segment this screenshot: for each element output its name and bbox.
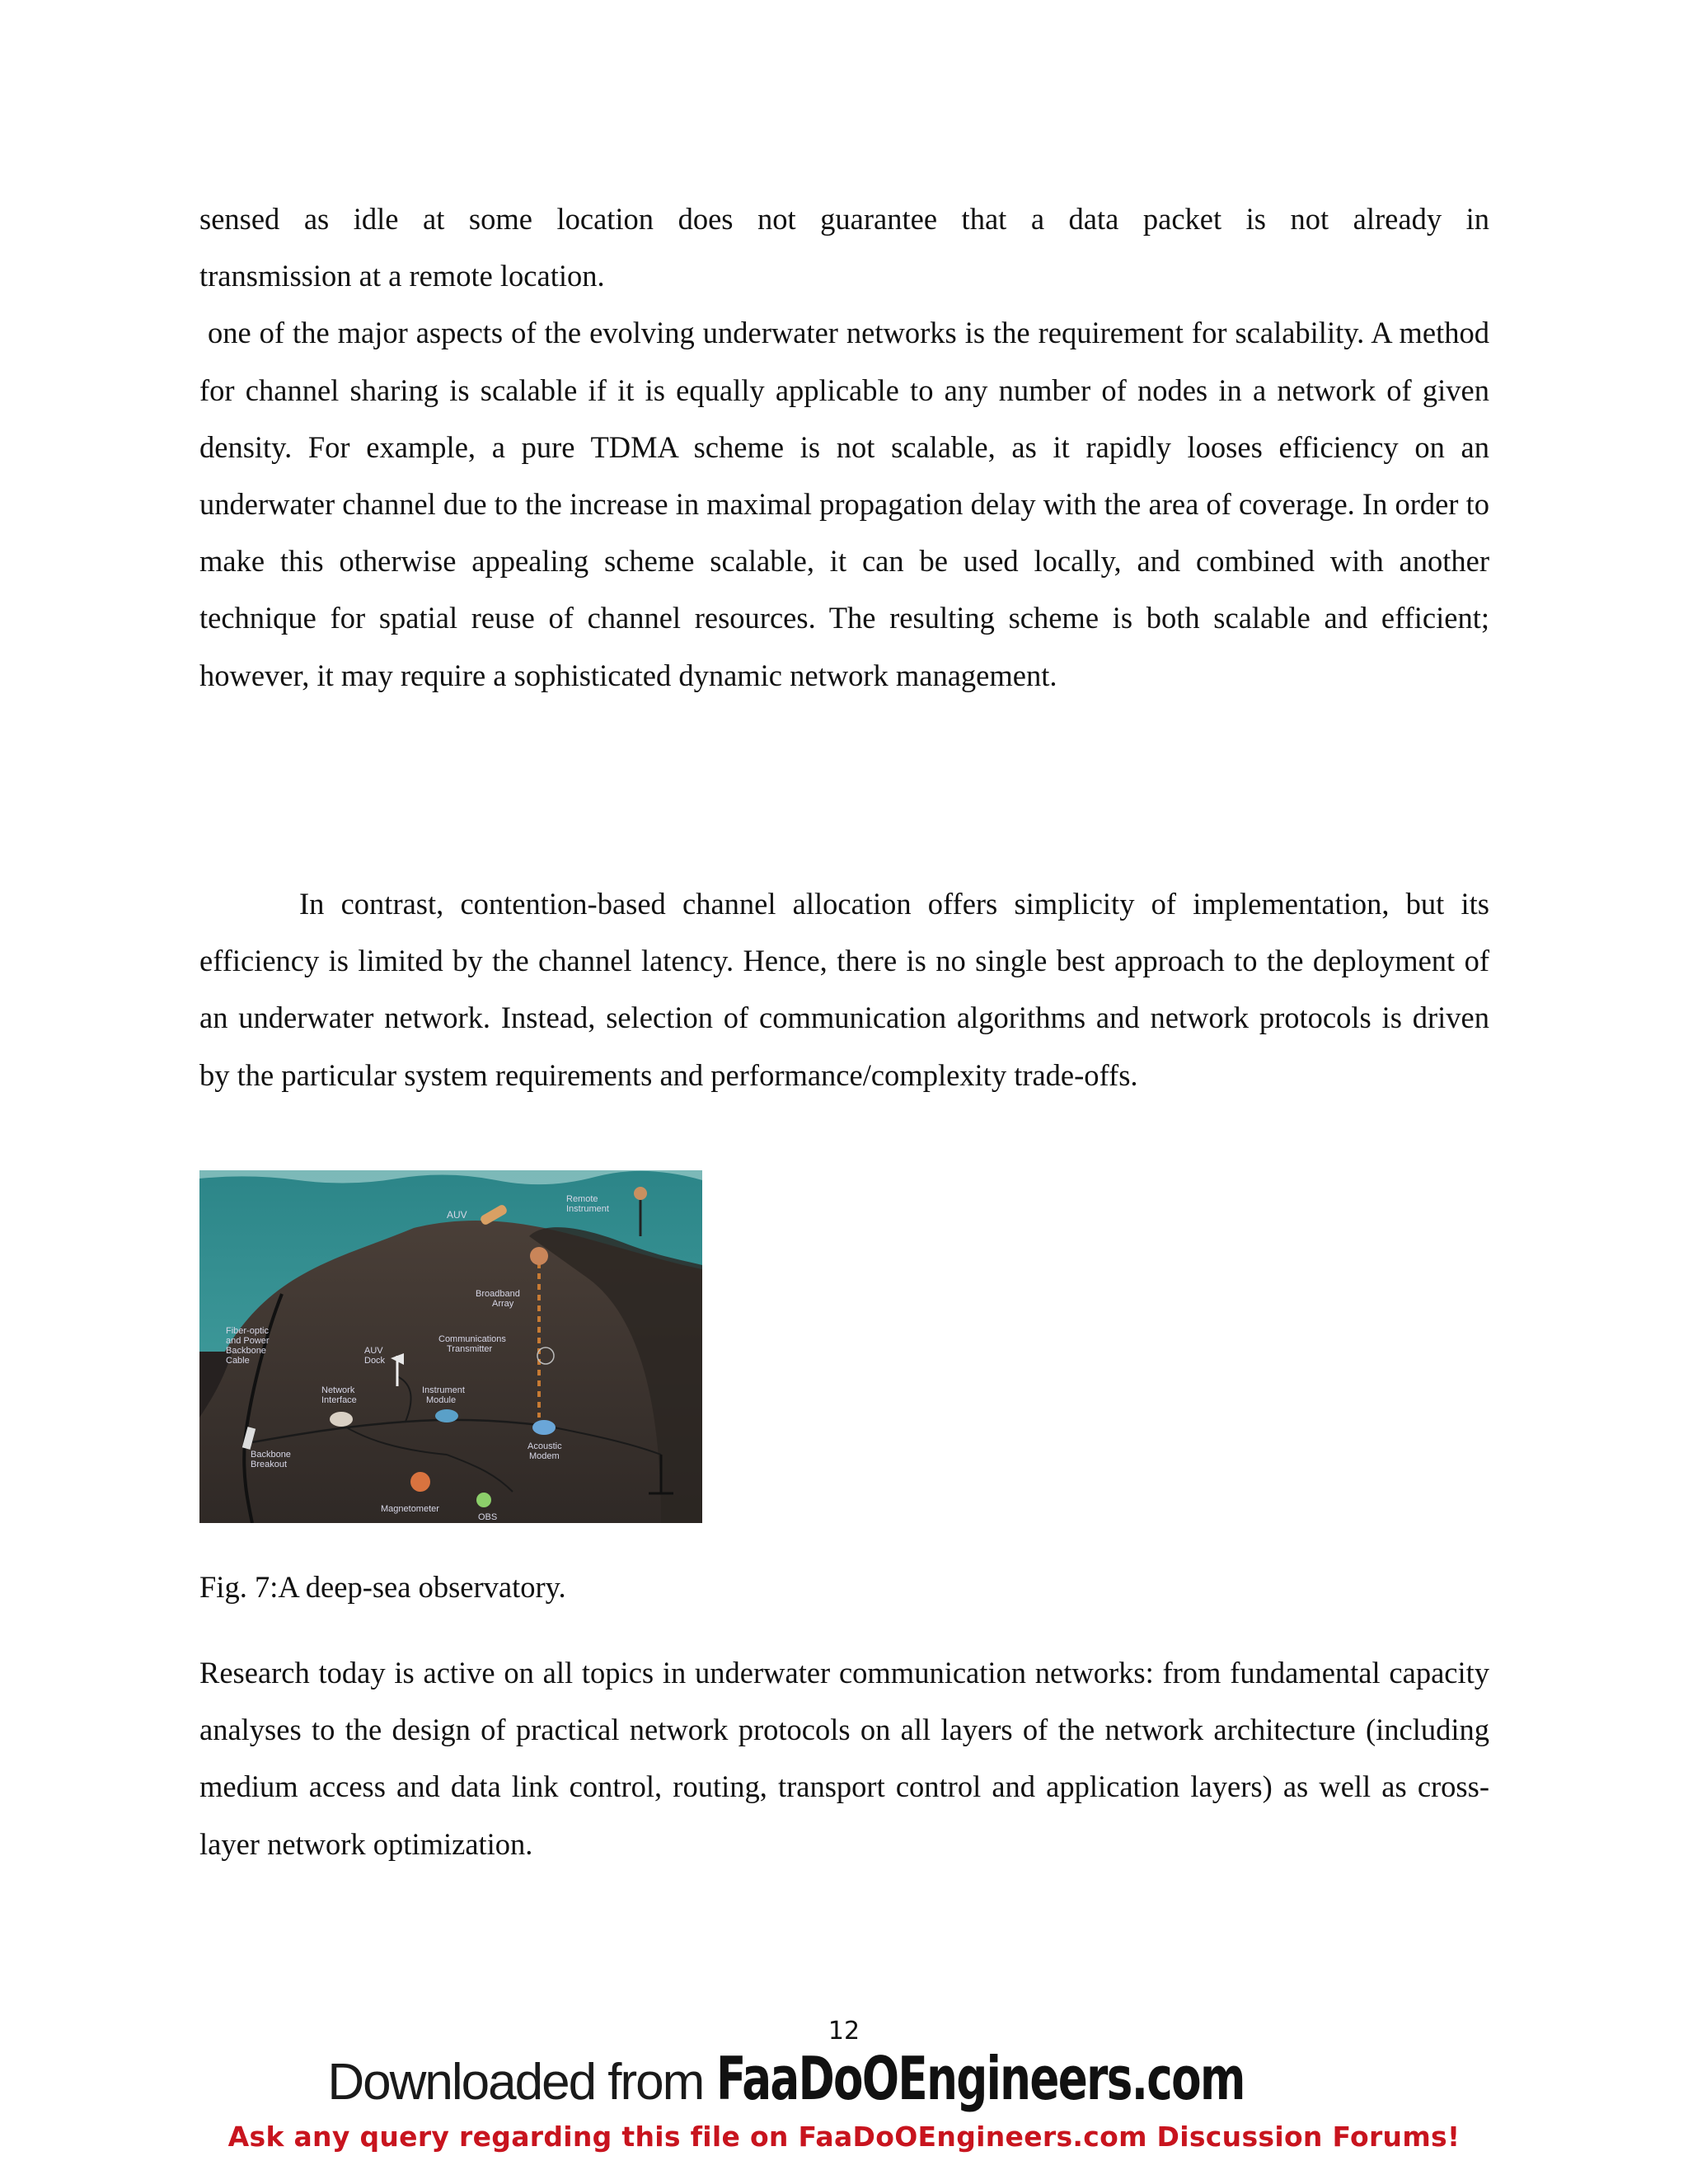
obs-icon (476, 1493, 491, 1507)
label-and-power: and Power (226, 1336, 270, 1346)
footer-query-line[interactable]: Ask any query regarding this file on FaaDoOEngineers.com Discussion Forums! (227, 2121, 1461, 2153)
label-cable: Cable (226, 1356, 250, 1366)
body-text-top (199, 190, 1498, 704)
label-transmitter: Transmitter (447, 1344, 493, 1354)
label-auv-dock: AUV (364, 1346, 383, 1356)
instrument-module-icon (435, 1409, 458, 1422)
paragraph-contrast: In contrast, contention-based channel allocation offers simplicity of implementation, but its efficiency is limited by the channel latency. Hence, there is no single best approach to the deployment of an underwater network. Instead, selection of communication algorithms and network protocols is driven by the particular system requirements and performance/complexity trade-offs. (199, 887, 1489, 1092)
body-text-research (199, 1644, 1489, 1872)
network-interface-icon (330, 1412, 353, 1427)
label-module: Module (426, 1395, 457, 1405)
page-number: 12 (828, 2017, 860, 2046)
label-communications: Communications (438, 1334, 506, 1344)
label-interface: Interface (321, 1395, 357, 1405)
label-broadband: Broadband (476, 1289, 520, 1299)
label-array: Array (492, 1299, 514, 1309)
label-backbone: Backbone (226, 1346, 266, 1356)
label-fiber-optic: Fiber-optic (226, 1326, 269, 1336)
label-acoustic: Acoustic (528, 1441, 562, 1451)
deep-sea-observatory-figure (199, 1170, 702, 1523)
acoustic-modem-icon (532, 1420, 556, 1435)
label-magnetometer: Magnetometer (381, 1504, 439, 1514)
label-remote: Remote (566, 1194, 598, 1204)
label-backbone: Backbone (251, 1450, 291, 1460)
figure-illustration (199, 1170, 702, 1523)
label-modem: Modem (529, 1451, 560, 1461)
paragraph-line: sensed as idle at some location does not guarantee that a data packet is not already in (199, 202, 1489, 236)
footer-downloaded-from: Downloaded from (327, 2054, 704, 2111)
footer-brand-logo[interactable]: FaaDoOEngineers.com (716, 2044, 1245, 2113)
footer-download-banner[interactable] (0, 2044, 1688, 2113)
magnetometer-icon (410, 1472, 430, 1492)
paragraph-line: transmission at a remote location. (199, 259, 605, 293)
body-text-contrast (199, 875, 1489, 1104)
label-dock: Dock (364, 1356, 386, 1366)
paragraph-research: Research today is active on all topics in underwater communication networks: from fundamental capacity analyses to the design of practical network protocols on all layers of the network architecture (including medium access and data link control, routing, transport control and application layers) as well as cross-layer network optimization. (199, 1656, 1489, 1861)
paragraph-scalability: one of the major aspects of the evolving underwater networks is the requirement for scalability. A method for channel sharing is scalable if it is equally applicable to any number of nodes in a network of given density. For example, a pure TDMA scheme is not scalable, as it rapidly looses efficiency on an underwater channel due to the increase in maximal propagation delay with the area of coverage. In order to make this otherwise appealing scheme scalable, it can be used locally, and combined with another technique for spatial reuse of channel resources. The resulting scheme is both scalable and efficient; however, it may require a sophisticated dynamic network management. (199, 316, 1498, 692)
label-instrument: Instrument (422, 1385, 465, 1395)
figure-caption: Fig. 7:A deep-sea observatory. (199, 1570, 566, 1604)
label-network: Network (321, 1385, 355, 1395)
label-obs: OBS (478, 1512, 498, 1522)
label-breakout: Breakout (251, 1460, 288, 1469)
label-instrument: Instrument (566, 1204, 609, 1214)
label-auv: AUV (447, 1209, 467, 1221)
